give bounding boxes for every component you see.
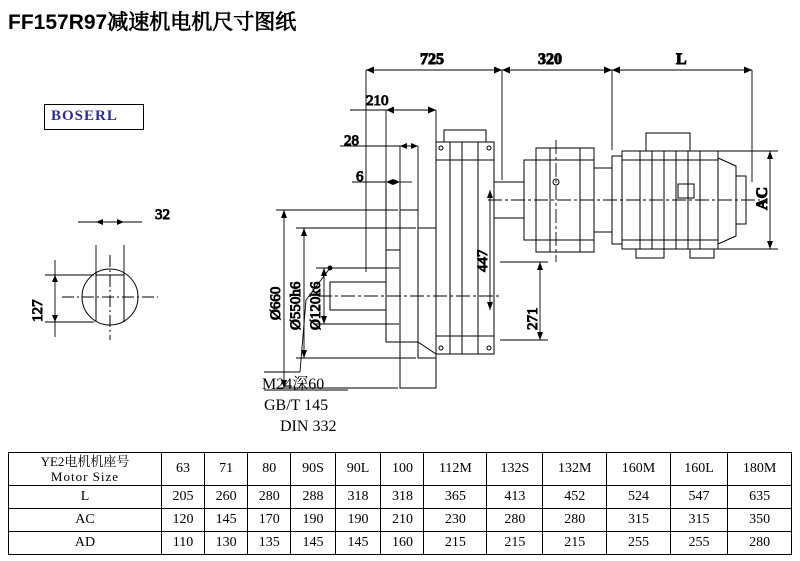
motor-assembly bbox=[622, 133, 746, 258]
table-cell: 145 bbox=[205, 509, 248, 532]
dim-32-label: 32 bbox=[155, 207, 170, 223]
table-cell: 110 bbox=[162, 532, 205, 555]
table-cell: 413 bbox=[487, 486, 543, 509]
table-cell: 260 bbox=[205, 486, 248, 509]
table-cell: 280 bbox=[487, 509, 543, 532]
table-cell: 230 bbox=[424, 509, 487, 532]
table-cell: 524 bbox=[607, 486, 671, 509]
table-col-header: 160L bbox=[670, 453, 727, 486]
dim-127-label: 127 bbox=[30, 299, 46, 322]
dim-28 bbox=[340, 143, 418, 228]
table-cell: 255 bbox=[670, 532, 727, 555]
table-col-header: 112M bbox=[424, 453, 487, 486]
table-cell: 315 bbox=[607, 509, 671, 532]
table-cell: 280 bbox=[543, 509, 607, 532]
table-cell: 318 bbox=[335, 486, 381, 509]
table-row bbox=[9, 509, 792, 532]
table-corner-header-cn: YE2电机机座号 bbox=[40, 454, 130, 469]
table-col-header: 90S bbox=[291, 453, 335, 486]
table-cell: 318 bbox=[381, 486, 424, 509]
table-row-header: AD bbox=[9, 532, 162, 555]
notes-block bbox=[262, 374, 462, 437]
table-cell: 120 bbox=[162, 509, 205, 532]
note-line-1: M24深60 bbox=[262, 376, 325, 393]
note-line-2: GB/T 145 bbox=[264, 397, 329, 414]
table-cell: 280 bbox=[248, 486, 291, 509]
dim-127 bbox=[45, 260, 94, 337]
table-col-header: 180M bbox=[728, 453, 792, 486]
table-cell: 145 bbox=[335, 532, 381, 555]
table-col-header: 80 bbox=[248, 453, 291, 486]
dim-660-label: Ø660 bbox=[268, 286, 284, 320]
note-leader bbox=[264, 266, 348, 390]
table-col-header: 132M bbox=[543, 453, 607, 486]
dim-AC-label: AC bbox=[754, 186, 771, 210]
dim-6-label: 6 bbox=[356, 169, 364, 185]
table-cell: 350 bbox=[728, 509, 792, 532]
table-cell: 135 bbox=[248, 532, 291, 555]
table-cell: 170 bbox=[248, 509, 291, 532]
center-lines bbox=[318, 140, 760, 296]
table-col-header: 100 bbox=[381, 453, 424, 486]
table-row-header: L bbox=[9, 486, 162, 509]
dim-320-label: 320 bbox=[538, 51, 562, 68]
table-corner-header bbox=[9, 453, 162, 486]
table-row bbox=[9, 486, 792, 509]
dim-210-label: 210 bbox=[366, 93, 389, 109]
table-cell: 190 bbox=[335, 509, 381, 532]
dim-447-label: 447 bbox=[475, 249, 491, 272]
table-cell: 635 bbox=[728, 486, 792, 509]
table-cell: 215 bbox=[487, 532, 543, 555]
table-cell: 255 bbox=[607, 532, 671, 555]
left-end-view bbox=[62, 255, 158, 340]
table-col-header: 63 bbox=[162, 453, 205, 486]
table-col-header: 132S bbox=[487, 453, 543, 486]
logo-text: BOSERL bbox=[51, 108, 118, 124]
table-cell: 215 bbox=[424, 532, 487, 555]
table-cell: 365 bbox=[424, 486, 487, 509]
dim-28-label: 28 bbox=[344, 133, 359, 149]
motor-size-table bbox=[8, 452, 792, 555]
table-cell: 547 bbox=[670, 486, 727, 509]
dim-120-label: Ø120k6 bbox=[308, 281, 324, 330]
table-cell: 190 bbox=[291, 509, 335, 532]
table-col-header: 90L bbox=[335, 453, 381, 486]
dim-725-label: 725 bbox=[420, 51, 444, 68]
table-corner-header-en: Motor Size bbox=[50, 469, 120, 484]
table-cell: 288 bbox=[291, 486, 335, 509]
table-cell: 280 bbox=[728, 532, 792, 555]
table-row bbox=[9, 532, 792, 555]
gearbox-body bbox=[330, 130, 494, 388]
table-cell: 130 bbox=[205, 532, 248, 555]
table-cell: 315 bbox=[670, 509, 727, 532]
dim-top-chain bbox=[366, 67, 752, 273]
table-header-row bbox=[9, 453, 792, 486]
table-col-header: 71 bbox=[205, 453, 248, 486]
note-line-3: DIN 332 bbox=[280, 418, 337, 435]
table-row-header: AC bbox=[9, 509, 162, 532]
table-body bbox=[9, 453, 792, 555]
dim-271-label: 271 bbox=[525, 307, 541, 330]
dim-L-label: L bbox=[676, 51, 687, 68]
table-col-header: 160M bbox=[607, 453, 671, 486]
page-title: FF157R97减速机电机尺寸图纸 bbox=[8, 11, 297, 34]
table-cell: 205 bbox=[162, 486, 205, 509]
table-cell: 215 bbox=[543, 532, 607, 555]
table-cell: 210 bbox=[381, 509, 424, 532]
dim-550-label: Ø550h6 bbox=[288, 281, 304, 330]
table-cell: 145 bbox=[291, 532, 335, 555]
dim-6 bbox=[352, 179, 412, 250]
table-cell: 160 bbox=[381, 532, 424, 555]
table-cell: 452 bbox=[543, 486, 607, 509]
